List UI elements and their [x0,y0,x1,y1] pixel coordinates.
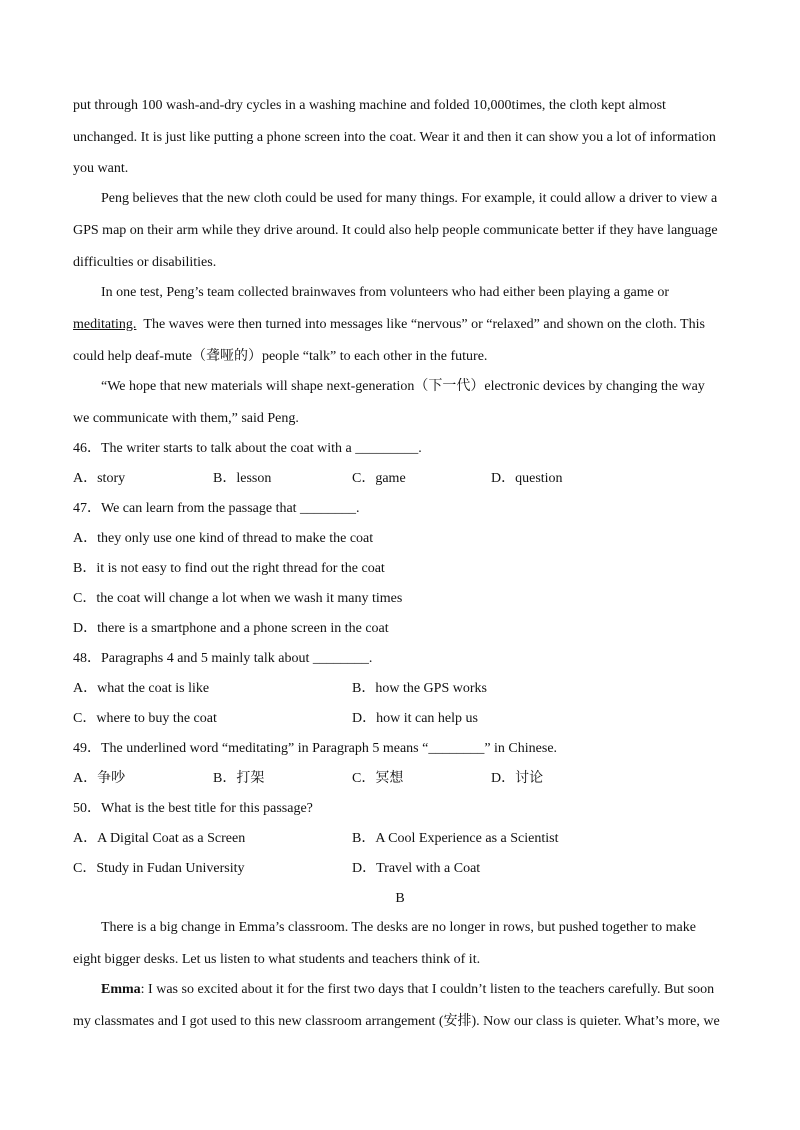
question-49-stem: 49．The underlined word “meditating” in Paragraph 5 means “________” in Chinese. [73,741,558,756]
section-b-line-text: : I was so excited about it for the first two days that I couldn’t listen to the teachers carefully. But soon [140,982,715,997]
underlined-word: meditating. [73,317,137,332]
q46-option-c: C．game [352,471,406,486]
passage-line: difficulties or disabilities. [73,255,217,270]
section-b-line: There is a big change in Emma’s classroom. The desks are no longer in rows, but pushed together to make [101,920,696,935]
section-b-line: my classmates and I got used to this new classroom arrangement (安排). Now our class is quieter. What’s more, we [73,1014,720,1029]
q48-option-b: B．how the GPS works [352,681,487,696]
q49-option-c: C．冥想 [352,771,404,786]
question-48-stem: 48．Paragraphs 4 and 5 mainly talk about ________. [73,651,373,666]
section-b-line [101,981,714,999]
q50-option-a: A．A Digital Coat as a Screen [73,831,246,846]
q48-option-d: D．how it can help us [352,711,478,726]
q49-option-b: B．打架 [213,771,265,786]
passage-line: we communicate with them,” said Peng. [73,411,299,426]
q49-option-d: D．讨论 [491,771,544,786]
q46-option-b: B．lesson [213,471,272,486]
q46-option-d: D．question [491,471,563,486]
q47-option-c: C．the coat will change a lot when we wash it many times [73,591,403,606]
q47-option-b: B．it is not easy to find out the right thread for the coat [73,561,385,576]
passage-line: could help deaf-mute（聋哑的）people “talk” to each other in the future. [73,349,488,364]
q50-option-b: B．A Cool Experience as a Scientist [352,831,559,846]
question-47-stem: 47．We can learn from the passage that ________. [73,501,360,516]
passage-line: you want. [73,161,129,176]
q50-option-c: C．Study in Fudan University [73,861,245,876]
q48-option-c: C．where to buy the coat [73,711,217,726]
q49-option-a: A．争吵 [73,771,126,786]
q50-option-d: D．Travel with a Coat [352,861,481,876]
passage-line-text: The waves were then turned into messages like “nervous” or “relaxed” and shown on the cloth. This [143,317,705,332]
q48-option-a: A．what the coat is like [73,681,210,696]
speaker-name: Emma [101,982,141,997]
passage-line: unchanged. It is just like putting a phone screen into the coat. Wear it and then it can show you a lot of information [73,130,716,145]
q47-option-d: D．there is a smartphone and a phone screen in the coat [73,621,389,636]
q47-option-a: A．they only use one kind of thread to make the coat [73,531,374,546]
question-50-stem: 50．What is the best title for this passage? [73,801,313,816]
question-46-stem: 46．The writer starts to talk about the coat with a _________. [73,441,422,456]
section-b-line: eight bigger desks. Let us listen to what students and teachers think of it. [73,952,481,967]
passage-line: GPS map on their arm while they drive around. It could also help people communicate better if they have language [73,223,718,238]
passage-line: put through 100 wash-and-dry cycles in a washing machine and folded 10,000times, the cloth kept almost [73,98,666,113]
passage-line: Peng believes that the new cloth could be used for many things. For example, it could allow a driver to view a [101,191,718,206]
passage-line [73,316,705,334]
passage-line: In one test, Peng’s team collected brainwaves from volunteers who had either been playing a game or [101,285,669,300]
passage-line: “We hope that new materials will shape next-generation（下一代）electronic devices by changing the way [101,379,705,394]
q46-option-a: A．story [73,471,126,486]
section-b-heading: B [395,891,405,906]
